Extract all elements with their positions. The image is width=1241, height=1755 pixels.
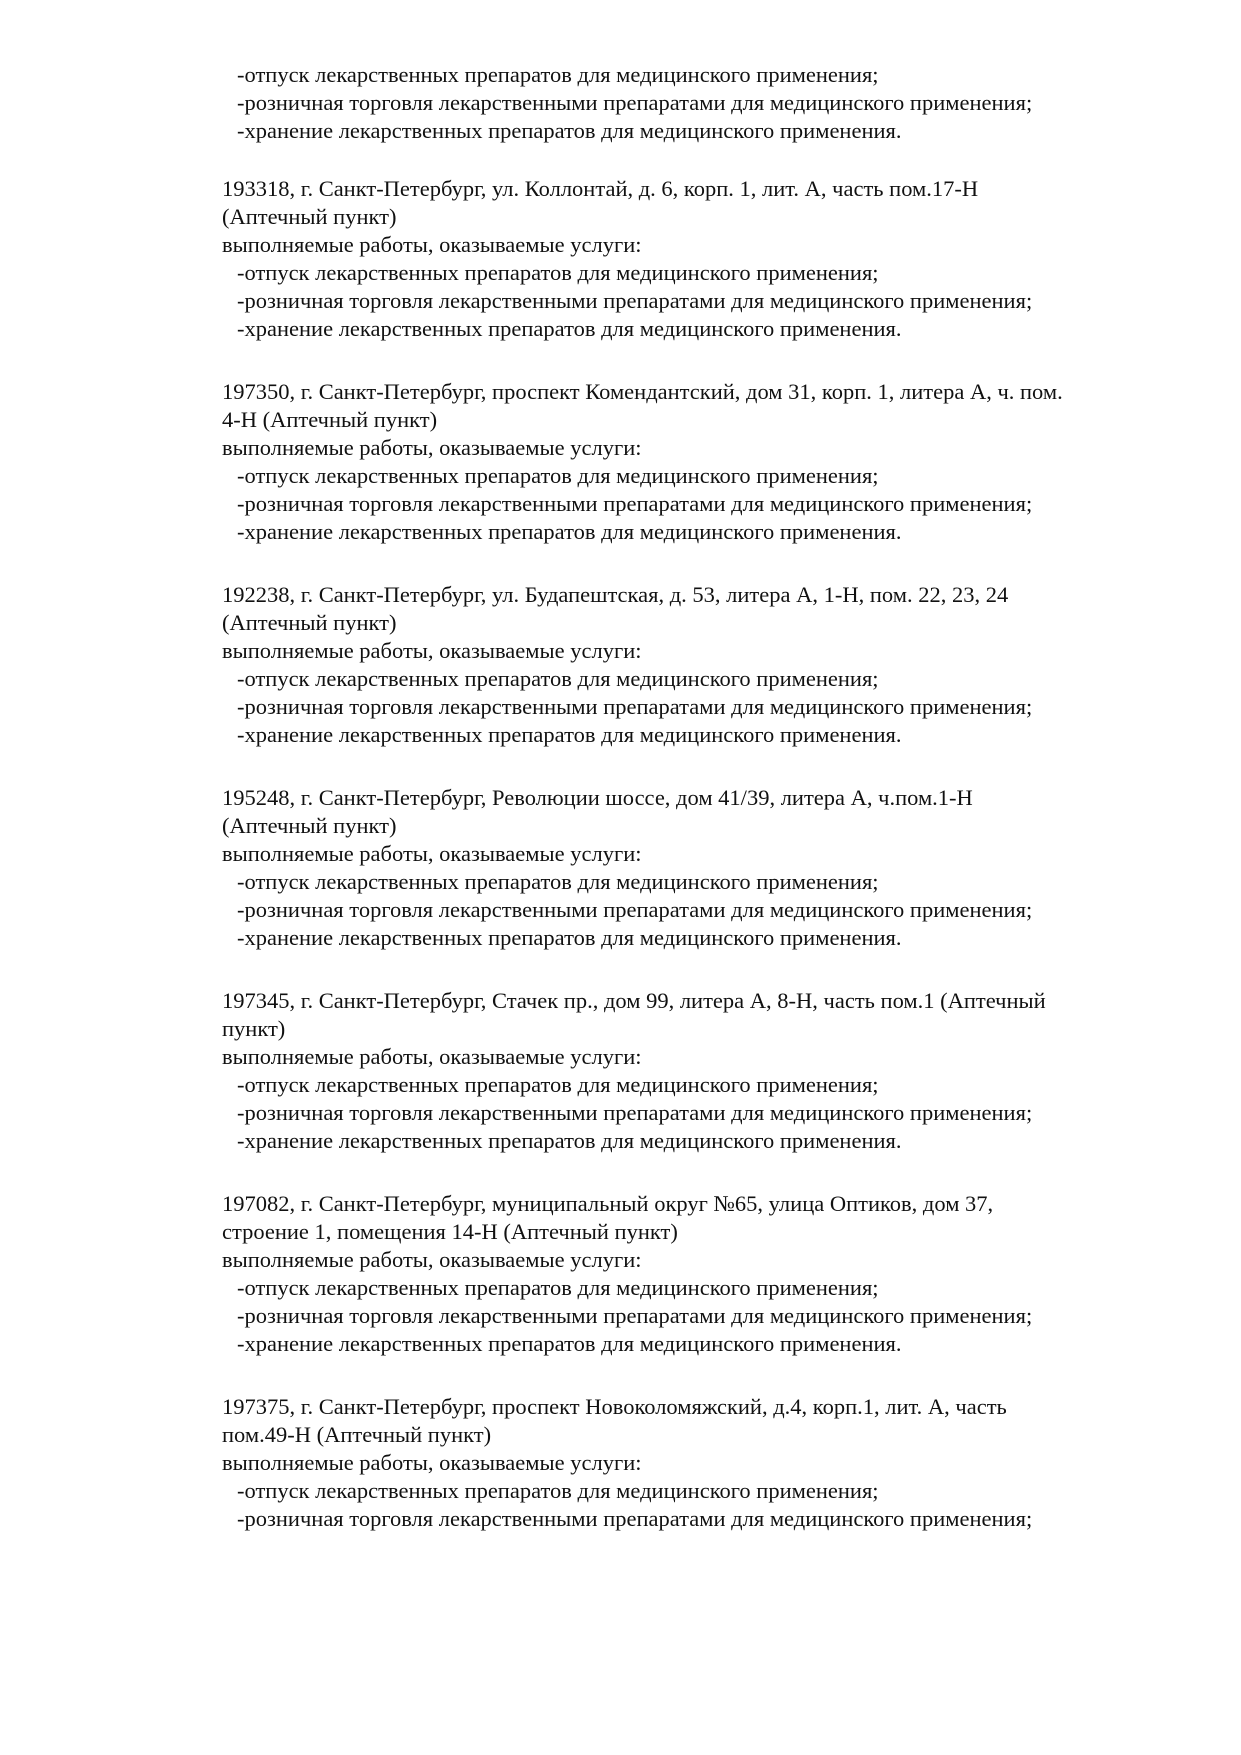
entry-2-address-line-2: 4-Н (Аптечный пункт) — [222, 407, 438, 432]
entry-6-works-label: выполняемые работы, оказываемые услуги: — [222, 1247, 642, 1272]
entry-6-item-dispensing: -отпуск лекарственных препаратов для медицинского применения; — [237, 1275, 879, 1300]
entry-3-address-line-2: (Аптечный пункт) — [222, 610, 397, 635]
entry-2-item-dispensing: -отпуск лекарственных препаратов для медицинского применения; — [237, 463, 879, 488]
entry-3-works-label: выполняемые работы, оказываемые услуги: — [222, 638, 642, 663]
entry-1-item-storage: -хранение лекарственных препаратов для медицинского применения. — [237, 316, 902, 341]
entry-3-item-storage: -хранение лекарственных препаратов для медицинского применения. — [237, 722, 902, 747]
entry-5-item-dispensing: -отпуск лекарственных препаратов для медицинского применения; — [237, 1072, 879, 1097]
entry-7-works-label: выполняемые работы, оказываемые услуги: — [222, 1450, 642, 1475]
entry-4-item-dispensing: -отпуск лекарственных препаратов для медицинского применения; — [237, 869, 879, 894]
entry-2-address-line-1: 197350, г. Санкт-Петербург, проспект Комендантский, дом 31, корп. 1, литера А, ч. пом. — [222, 379, 1063, 404]
entry-6-item-storage: -хранение лекарственных препаратов для медицинского применения. — [237, 1331, 902, 1356]
entry-7-address-line-1: 197375, г. Санкт-Петербург, проспект Новоколомяжский, д.4, корп.1, лит. А, часть — [222, 1394, 1007, 1419]
entry-3-address-line-1: 192238, г. Санкт-Петербург, ул. Будапештская, д. 53, литера А, 1-Н, пом. 22, 23, 24 — [222, 582, 1009, 607]
entry-2-works-label: выполняемые работы, оказываемые услуги: — [222, 435, 642, 460]
entry-2-item-retail: -розничная торговля лекарственными препаратами для медицинского применения; — [237, 491, 1033, 516]
entry-4-address-line-1: 195248, г. Санкт-Петербург, Революции шоссе, дом 41/39, литера А, ч.пом.1-Н — [222, 785, 973, 810]
entry-1-address-line-2: (Аптечный пункт) — [222, 204, 397, 229]
entry-4-item-retail: -розничная торговля лекарственными препаратами для медицинского применения; — [237, 897, 1033, 922]
entry-6-item-retail: -розничная торговля лекарственными препаратами для медицинского применения; — [237, 1303, 1033, 1328]
entry-6-address-line-1: 197082, г. Санкт-Петербург, муниципальный округ №65, улица Оптиков, дом 37, — [222, 1191, 994, 1216]
entry-4-item-storage: -хранение лекарственных препаратов для медицинского применения. — [237, 925, 902, 950]
entry-6-address-line-2: строение 1, помещения 14-Н (Аптечный пункт) — [222, 1219, 678, 1244]
entry-5-address-line-1: 197345, г. Санкт-Петербург, Стачек пр., дом 99, литера А, 8-Н, часть пом.1 (Аптечный — [222, 988, 1046, 1013]
intro-item-storage: -хранение лекарственных препаратов для медицинского применения. — [237, 118, 902, 143]
entry-3-item-retail: -розничная торговля лекарственными препаратами для медицинского применения; — [237, 694, 1033, 719]
entry-7-address-line-2: пом.49-Н (Аптечный пункт) — [222, 1422, 492, 1447]
entry-1-item-retail: -розничная торговля лекарственными препаратами для медицинского применения; — [237, 288, 1033, 313]
intro-item-retail: -розничная торговля лекарственными препаратами для медицинского применения; — [237, 90, 1033, 115]
entry-5-item-retail: -розничная торговля лекарственными препаратами для медицинского применения; — [237, 1100, 1033, 1125]
entry-5-address-line-2: пункт) — [222, 1016, 286, 1041]
entry-1-works-label: выполняемые работы, оказываемые услуги: — [222, 232, 642, 257]
entry-5-item-storage: -хранение лекарственных препаратов для медицинского применения. — [237, 1128, 902, 1153]
entry-5-works-label: выполняемые работы, оказываемые услуги: — [222, 1044, 642, 1069]
entry-4-works-label: выполняемые работы, оказываемые услуги: — [222, 841, 642, 866]
entry-2-item-storage: -хранение лекарственных препаратов для медицинского применения. — [237, 519, 902, 544]
entry-7-item-retail: -розничная торговля лекарственными препаратами для медицинского применения; — [237, 1506, 1033, 1531]
entry-7-item-dispensing: -отпуск лекарственных препаратов для медицинского применения; — [237, 1478, 879, 1503]
entry-1-address-line-1: 193318, г. Санкт-Петербург, ул. Коллонтай, д. 6, корп. 1, лит. А, часть пом.17-Н — [222, 176, 979, 201]
entry-3-item-dispensing: -отпуск лекарственных препаратов для медицинского применения; — [237, 666, 879, 691]
entry-4-address-line-2: (Аптечный пункт) — [222, 813, 397, 838]
intro-item-dispensing: -отпуск лекарственных препаратов для медицинского применения; — [237, 62, 879, 87]
entry-1-item-dispensing: -отпуск лекарственных препаратов для медицинского применения; — [237, 260, 879, 285]
